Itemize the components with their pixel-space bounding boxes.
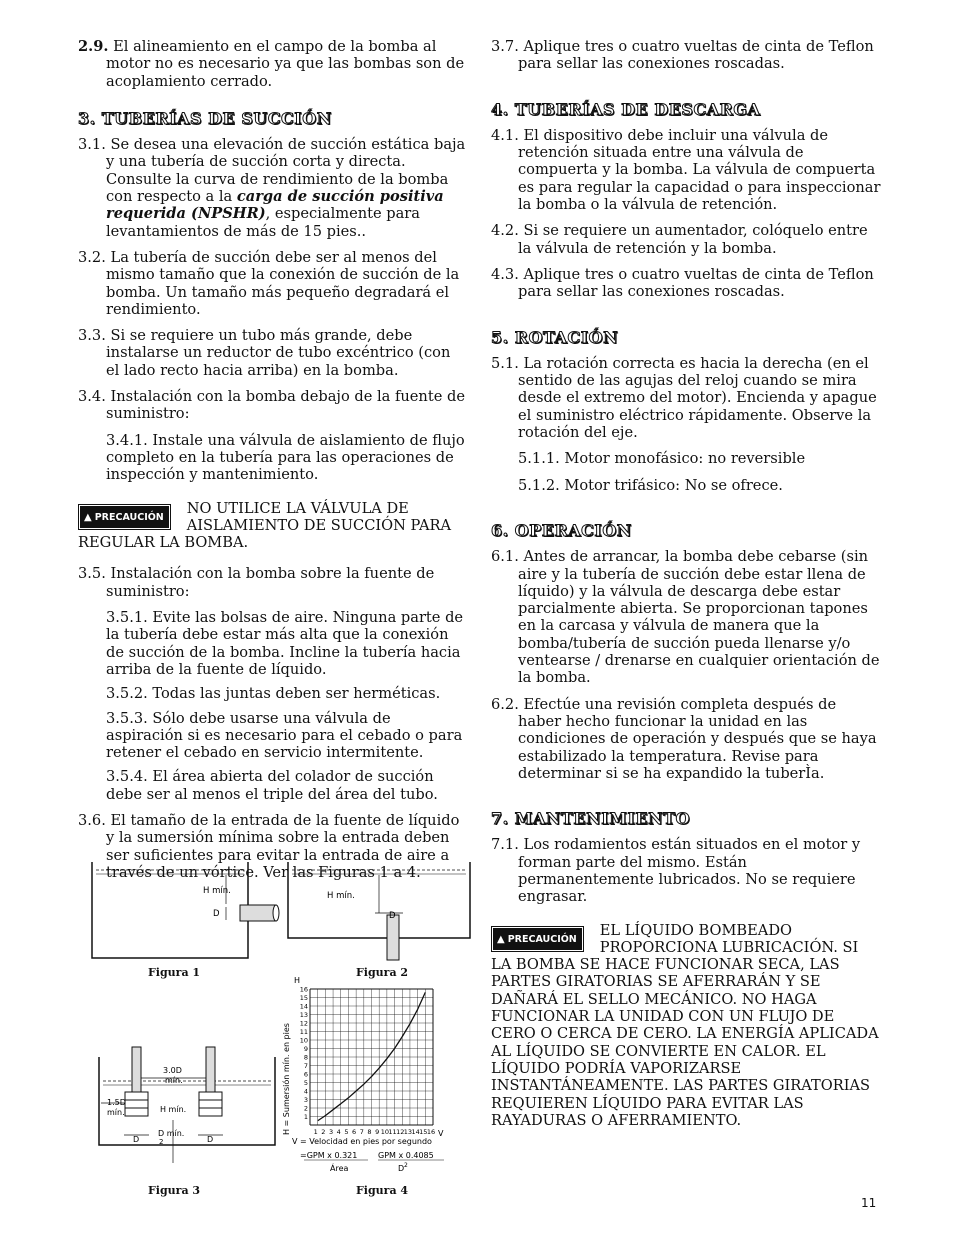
- figure-4-caption: Figura 4: [356, 1184, 409, 1197]
- heading-operacion: 6. OPERACIÓN: [491, 520, 632, 540]
- para-6-2: 6.2. Efectúe una revisión completa después de haber hecho funcionar la unidad en las condiciones de operación y después que se haya estabilizado la temperatura. Revise para determinar si se ha expandido la tuberÌa.: [491, 695, 877, 782]
- warning-icon: ▲: [497, 933, 505, 945]
- x-tick-label: 13: [403, 1128, 413, 1136]
- y-tick-label: 3: [303, 1096, 308, 1104]
- para-3-6: 3.6. El tamaño de la entrada de la fuente de líquido y la sumersión mínima sobre la entrada deben ser suficientes para evitar la entrada de aire a través de un vórtice. Ver las Figuras 1 a 4.: [78, 811, 460, 881]
- para-5-1-1: 5.1.1. Motor monofásico: no reversible: [518, 450, 806, 468]
- para-3-4-1: 3.4.1. Instale una válvula de aislamiento de flujo completo en la tubería para las operaciones de inspección y mantenimiento.: [106, 431, 465, 484]
- chart-h-axis-letter: H: [294, 976, 301, 985]
- x-tick-label: 4: [336, 1128, 341, 1136]
- right-column: [491, 38, 881, 1143]
- chart-v-axis-letter: V: [438, 1129, 444, 1138]
- y-tick-label: 5: [303, 1079, 308, 1087]
- y-tick-label: 6: [303, 1070, 308, 1079]
- figure-1-caption: Figura 1: [148, 966, 201, 979]
- para-3-5: 3.5. Instalación con la bomba sobre la fuente de suministro:: [78, 565, 435, 600]
- warning-icon: ▲: [84, 511, 92, 523]
- formula-2-numerator: GPM x 0.4085: [378, 1151, 434, 1160]
- para-4-2: 4.2. Si se requiere un aumentador, colóquelo entre la válvula de retención y la bomba.: [491, 222, 868, 257]
- y-tick-label: 2: [303, 1104, 308, 1113]
- para-2-9: 2.9. El alineamiento en el campo de la bomba al motor no es necesario ya que las bombas son de acoplamiento cerrado.: [78, 38, 465, 90]
- y-tick-label: 9: [303, 1045, 308, 1053]
- heading-succion: 3. TUBERÍAS DE SUCCIÓN: [78, 108, 332, 128]
- y-tick-label: 8: [303, 1053, 308, 1062]
- x-tick-label: 12: [396, 1128, 405, 1136]
- x-tick-label: 1: [313, 1128, 318, 1136]
- figure-3-caption: Figura 3: [148, 1184, 201, 1197]
- para-3-7: 3.7. Aplique tres o cuatro vueltas de cinta de Teflon para sellar las conexiones roscadas.: [491, 38, 874, 73]
- x-tick-label: 14: [411, 1128, 420, 1136]
- caution-badge: ▲ PRECAUCIÓN: [78, 504, 171, 530]
- fig3-hmin-label: H mín.: [160, 1105, 187, 1114]
- y-tick-label: 11: [299, 1028, 308, 1036]
- formula-1-denominator: Área: [330, 1164, 349, 1173]
- y-tick-label: 10: [299, 1036, 308, 1045]
- para-3-5-4: 3.5.4. El área abierta del colador de succión debe ser al menos el triple del área del tubo.: [106, 768, 438, 803]
- para-3-2: 3.2. La tubería de succión debe ser al menos del mismo tamaño que la conexión de succión de la bomba. Un tamaño más pequeño degradará el rendimiento.: [78, 248, 460, 318]
- fig3-d-left: D: [133, 1135, 140, 1144]
- left-column: [78, 38, 468, 890]
- para-6-1: 6.1. Antes de arrancar, la bomba debe cebarse (sin aire y la tubería de succión debe estar llena de líquido) y la válvula de descarga debe estar parcialmente abierta. Se proporcionan tapones en la carcasa y válvula de manera que la bomba/tubería de succión pueda llenarse y/o ventearse / drenarse en cualquier orientación de la bomba.: [491, 548, 880, 687]
- y-tick-label: 1: [303, 1113, 308, 1121]
- y-tick-label: 4: [303, 1087, 308, 1096]
- x-tick-label: 5: [344, 1128, 349, 1136]
- para-3-5-1: 3.5.1. Evite las bolsas de aire. Ninguna parte de la tubería debe estar más alta que la conexión de succión de la bomba. Incline la tubería hacia arriba de la fuente de líquido.: [106, 609, 464, 678]
- x-tick-label: 2: [321, 1128, 326, 1136]
- fig3-15d-label: 1.5D: [107, 1098, 126, 1107]
- para-3-5-2: 3.5.2. Todas las juntas deben ser herméticas.: [106, 685, 441, 703]
- fig2-d-label: D: [389, 911, 396, 921]
- y-tick-label: 16: [299, 985, 308, 994]
- para-3-3: 3.3. Si se requiere un tubo más grande, debe instalarse un reductor de tubo excéntrico (con el lado recto hacia arriba) en la bomba.: [78, 327, 451, 379]
- para-5-1-2: 5.1.2. Motor trifásico: No se ofrece.: [518, 476, 783, 494]
- chart-y-ticks: [300, 986, 308, 1122]
- x-tick-label: 9: [375, 1128, 380, 1136]
- x-tick-label: 3: [328, 1128, 334, 1136]
- figure-2-diagram: [285, 860, 475, 965]
- formula-2-denominator: D: [398, 1164, 405, 1173]
- formula-2-exponent: 2: [404, 1162, 408, 1169]
- fig3-dmin-label: D mín.: [158, 1129, 185, 1138]
- x-tick-label: 7: [359, 1128, 364, 1136]
- caution-badge: ▲ PRECAUCIÓN: [491, 926, 584, 952]
- fig3-15d-min: mín.: [107, 1108, 125, 1117]
- figure-4-chart: [278, 975, 448, 1175]
- fig3-30d-label: 3.0D: [163, 1066, 182, 1075]
- x-tick-label: 10: [380, 1128, 390, 1136]
- heading-mantenimiento: 7. MANTENIMIENTO: [491, 809, 691, 829]
- para-3-4: 3.4. Instalación con la bomba debajo de la fuente de suministro:: [78, 388, 465, 423]
- fig3-d-right: D: [207, 1135, 214, 1144]
- y-tick-label: 15: [299, 994, 308, 1002]
- formula-1-numerator: =GPM x 0.321: [300, 1151, 358, 1160]
- para-7-1: 7.1. Los rodamientos están situados en el motor y forman parte del mismo. Están permanentemente lubricados. No se requiere engrasar.: [491, 836, 861, 906]
- y-tick-label: 12: [299, 1019, 308, 1028]
- fig3-two-label: 2: [159, 1138, 164, 1146]
- para-3-5-3: 3.5.3. Sólo debe usarse una válvula de aspiración si es necesario para el cebado o para retener el cebado en servicio intermitente.: [106, 709, 463, 762]
- fig1-hmin-label: H mín.: [203, 886, 231, 896]
- caution-block-2: ▲ PRECAUCIÓN EL LÍQUIDO BOMBEADO PROPORCIONA LUBRICACIÓN. SI LA BOMBA SE HACE FUNCIONAR SECA, LAS PARTES GIRATORIAS SE AFERRARÁN Y SE DAÑARÁ EL SELLO MECÁNICO. NO HAGA FUNCIONAR LA UNIDAD CON UN FLUJO DE CERO O CERCA DE CERO. LA ENERGÍA APLICADA AL LÍQUIDO SE CONVIERTE EN CALOR. EL LÍQUIDO PODRÍA VAPORIZARSE INSTANTÁNEAMENTE. LAS PARTES GIRATORIAS REQUIEREN LÍQUIDO PARA EVITAR LAS RAYADURAS O AFERRAMIENTO.: [491, 921, 879, 1129]
- figure-2-caption: Figura 2: [356, 966, 409, 979]
- caution-block-1: ▲ PRECAUCIÓN NO UTILICE LA VÁLVULA DE AISLAMIENTO DE SUCCIÓN PARA REGULAR LA BOMBA.: [78, 499, 452, 552]
- para-3-1: 3.1. Se desea una elevación de succión estática baja y una tubería de succión corta y directa. Consulte la curva de rendimiento de la bomba con respecto a la carga de succión positiva requerida (NPSHR), especialmente para levantamientos de más de 15 pies..: [78, 136, 466, 240]
- figure-3-diagram: [95, 1045, 280, 1170]
- fig3-30d-min: mín.: [165, 1076, 183, 1085]
- y-tick-label: 14: [299, 1002, 308, 1011]
- chart-x-ticks: [314, 1128, 436, 1136]
- page-number: 11: [861, 1196, 877, 1210]
- para-4-3: 4.3. Aplique tres o cuatro vueltas de cinta de Teflon para sellar las conexiones roscadas.: [491, 265, 874, 301]
- heading-rotacion: 5. ROTACIÓN: [491, 327, 619, 347]
- x-tick-label: 11: [388, 1128, 397, 1136]
- x-tick-label: 15: [419, 1128, 428, 1136]
- chart-x-axis-label: V = Velocidad en pies por segundo: [292, 1137, 432, 1146]
- x-tick-label: 8: [367, 1128, 372, 1136]
- para-4-1: 4.1. El dispositivo debe incluir una válvula de retención situada entre una válvula de compuerta y la bomba. La válvula de compuerta es para regular la capacidad o para inspeccionar la bomba o la válvula de retención.: [491, 126, 881, 214]
- para-5-1: 5.1. La rotación correcta es hacia la derecha (en el sentido de las agujas del reloj cuando se mira desde el extremo del motor). Encienda y apague el suministro eléctrico rápidamente. Observe la rotación del eje.: [491, 354, 877, 442]
- chart-y-axis-label: H = Sumersión mín. en pies: [282, 1023, 291, 1135]
- y-tick-label: 7: [303, 1062, 308, 1070]
- x-tick-label: 16: [426, 1128, 436, 1136]
- heading-descarga: 4. TUBERÍAS DE DESCARGA: [491, 99, 761, 119]
- fig2-hmin-label: H mín.: [327, 891, 355, 901]
- chart-grid: [310, 989, 433, 1125]
- fig1-d-label: D: [213, 909, 220, 919]
- y-tick-label: 13: [299, 1011, 308, 1019]
- figure-1-diagram: [78, 860, 283, 965]
- x-tick-label: 6: [352, 1128, 357, 1136]
